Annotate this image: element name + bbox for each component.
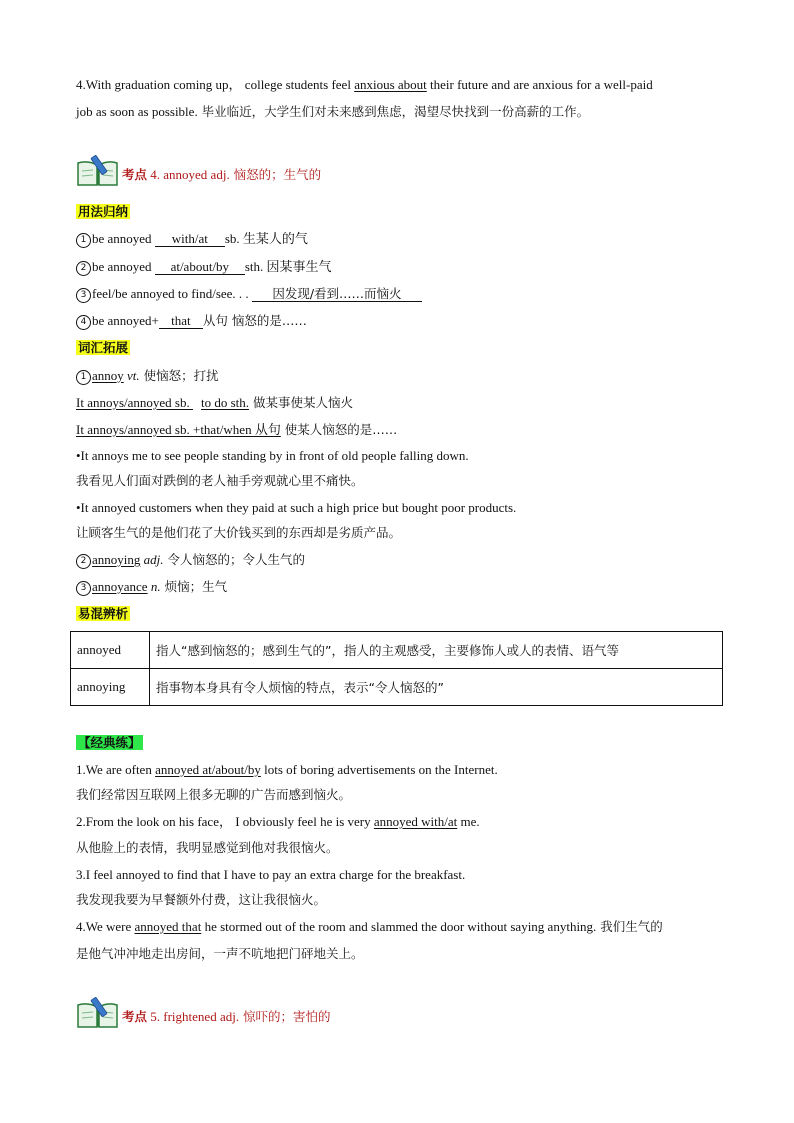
practice-q1-zh: 我们经常因互联网上很多无聊的广告而感到恼火。 [76,787,352,802]
usage-item-2: 2 be annoyed at/about/by sth. 因某事生气 [76,258,331,276]
table-row [71,632,723,669]
comparison-description: 指人“感到恼怒的；感到生气的”，指人的主观感受，主要修饰人或人的表情、语气等 [150,632,723,669]
extension-item-annoy: 1 annoy vt. 使恼怒；打扰 [76,367,219,385]
table-row [71,669,723,706]
key-point-5-heading: 考点 5. frightened adj. 惊吓的；害怕的 [122,1009,331,1024]
comparison-word: annoyed [71,632,150,669]
practice-q3-zh: 我发现我要为早餐额外付费，这让我很恼火。 [76,892,327,907]
usage-item-3: 3 feel/be annoyed to find/see. . . 因发现/看到……而恼火 [76,285,422,303]
extension-example-2-zh: 让顾客生气的是他们花了大价钱买到的东西却是劣质产品。 [76,525,402,540]
practice-tag: 【经典练】 [78,735,141,750]
example-4-line-1: 4.With graduation coming up， college students feel anxious about their future and are anxious for a well-paid [76,77,653,92]
book-pencil-icon [76,997,120,1029]
practice-q4-line-1: 4.We were annoyed that he stormed out of the room and slammed the door without saying anything. 我们生气的 [76,919,663,934]
example-4-line-2: job as soon as possible. 毕业临近，大学生们对未来感到焦虑，渴望尽快找到一份高薪的工作。 [76,104,590,119]
practice-q2-zh: 从他脸上的表情，我明显感觉到他对我很恼火。 [76,840,339,855]
book-pencil-icon [76,155,120,187]
practice-q1-en: 1.We are often annoyed at/about/by lots of boring advertisements on the Internet. [76,762,498,777]
vocab-extension-tag: 词汇拓展 [78,340,129,355]
practice-q3-en: 3.I feel annoyed to find that I have to pay an extra charge for the breakfast. [76,867,466,882]
comparison-word: annoying [71,669,150,706]
pattern-annoys-that-when: It annoys/annoyed sb. +that/when 从句 使某人恼怒的是…… [76,422,398,437]
usage-summary-tag: 用法归纳 [78,204,129,219]
extension-example-1-en: •It annoys me to see people standing by in front of old people falling down. [76,448,469,463]
answer-anxious-about: anxious about [354,77,427,92]
extension-item-annoying: 2 annoying adj. 令人恼怒的；令人生气的 [76,551,305,569]
comparison-description: 指事物本身具有令人烦恼的特点，表示“令人恼怒的” [150,669,723,706]
extension-item-annoyance: 3 annoyance n. 烦恼；生气 [76,578,227,596]
usage-item-1: 1 be annoyed with/at sb. 生某人的气 [76,230,308,248]
confusable-tag: 易混辨析 [78,606,129,621]
practice-q2-en: 2.From the look on his face， I obviously feel he is very annoyed with/at me. [76,814,480,829]
pattern-annoys-to-do: It annoys/annoyed sb. to do sth. 做某事使某人恼火 [76,395,354,410]
usage-item-4: 4 be annoyed+ that 从句 恼怒的是…… [76,312,307,330]
comparison-table [70,631,723,706]
key-point-4-heading: 考点 4. annoyed adj. 恼怒的；生气的 [122,167,322,182]
extension-example-2-en: •It annoyed customers when they paid at such a high price but bought poor products. [76,500,517,515]
practice-q4-line-2: 是他气冲冲地走出房间，一声不吭地把门砰地关上。 [76,946,364,961]
extension-example-1-zh: 我看见人们面对跌倒的老人袖手旁观就心里不痛快。 [76,473,364,488]
